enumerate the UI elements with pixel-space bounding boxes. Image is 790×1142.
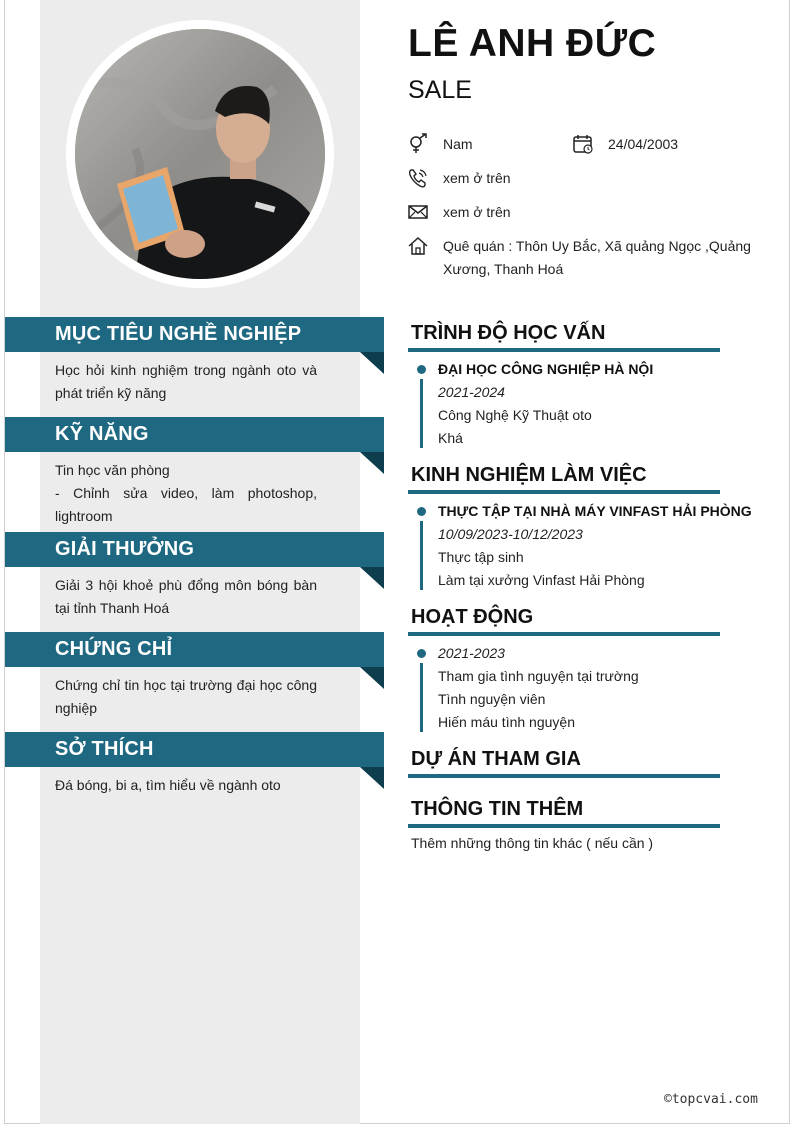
objective-text: Học hỏi kinh nghiệm trong ngành oto và phát triển kỹ năng (55, 362, 317, 401)
activity-item: Tham gia tình nguyện tại trường (438, 668, 639, 684)
ribbon-fold (360, 352, 384, 374)
full-name: LÊ ANH ĐỨC (408, 22, 657, 65)
certificates-section (5, 632, 385, 720)
education-entry (408, 358, 720, 450)
awards-heading: GIẢI THƯỞNG (5, 532, 384, 567)
education-period: 2021-2024 (438, 384, 505, 400)
watermark: ©topcvai.com (664, 1092, 758, 1107)
avatar (75, 29, 325, 279)
education-section (408, 318, 720, 450)
timeline-line (420, 521, 423, 590)
projects-heading: DỰ ÁN THAM GIA (408, 744, 720, 778)
experience-period: 10/09/2023-10/12/2023 (438, 526, 583, 542)
experience-desc: Làm tại xưởng Vinfast Hải Phòng (438, 572, 645, 588)
email-value: xem ở trên (443, 204, 511, 220)
bullet-dot (417, 649, 426, 658)
education-major: Công Nghệ Kỹ Thuật oto (438, 407, 592, 423)
activity-item: Hiến máu tình nguyện (438, 714, 575, 730)
hobbies-section (5, 732, 385, 797)
awards-text: Giải 3 hội khoẻ phù đổng môn bóng bàn tại tỉnh Thanh Hoá (55, 577, 317, 616)
activities-period: 2021-2023 (438, 645, 505, 661)
bullet-dot (417, 365, 426, 374)
timeline-line (420, 663, 423, 732)
more-info-heading: THÔNG TIN THÊM (408, 794, 720, 828)
education-heading: TRÌNH ĐỘ HỌC VẤN (408, 318, 720, 352)
ribbon-fold (360, 452, 384, 474)
experience-heading: KINH NGHIỆM LÀM VIỆC (408, 460, 720, 494)
hometown-value: Quê quán : Thôn Uy Bắc, Xã quảng Ngọc ,Quảng Xương, Thanh Hoá (443, 238, 751, 277)
home-icon (407, 235, 429, 257)
education-grade: Khá (438, 430, 463, 446)
skills-heading: KỸ NĂNG (5, 417, 384, 452)
phone-icon (407, 167, 429, 189)
skill-item: - Chỉnh sửa video, làm photoshop, lightroom (55, 485, 317, 524)
bullet-dot (417, 507, 426, 516)
objective-heading: MỤC TIÊU NGHỀ NGHIỆP (5, 317, 384, 352)
objective-section (5, 317, 385, 405)
ribbon-fold (360, 767, 384, 789)
hobbies-text: Đá bóng, bi a, tìm hiểu về ngành oto (55, 777, 281, 793)
skills-section (5, 417, 385, 528)
calendar-icon (572, 133, 594, 155)
company-name: THỰC TẬP TẠI NHÀ MÁY VINFAST HẢI PHÒNG (438, 503, 752, 519)
projects-section (408, 744, 720, 778)
activity-item: Tình nguyện viên (438, 691, 546, 707)
certificates-heading: CHỨNG CHỈ (5, 632, 384, 667)
ribbon-fold (360, 567, 384, 589)
experience-section (408, 460, 752, 592)
activities-section (408, 602, 720, 734)
activities-heading: HOẠT ĐỘNG (408, 602, 720, 636)
skills-text (55, 452, 317, 528)
more-info-section (408, 794, 720, 855)
phone-value: xem ở trên (443, 170, 511, 186)
gender-icon (407, 133, 429, 155)
activities-entry (408, 642, 720, 734)
hobbies-heading: SỞ THÍCH (5, 732, 384, 767)
timeline-line (420, 379, 423, 448)
job-title: SALE (408, 76, 472, 104)
skill-item: Tin học văn phòng (55, 462, 170, 478)
experience-entry (408, 500, 752, 592)
experience-position: Thực tập sinh (438, 549, 524, 565)
gender-value: Nam (443, 136, 473, 152)
mail-icon (407, 201, 429, 223)
birthday-value: 24/04/2003 (608, 136, 679, 152)
certificates-text: Chứng chỉ tin học tại trường đại học công nghiệp (55, 677, 317, 716)
more-info-text: Thêm những thông tin khác ( nếu cần ) (411, 835, 654, 851)
ribbon-fold (360, 667, 384, 689)
school-name: ĐẠI HỌC CÔNG NGHIỆP HÀ NỘI (438, 361, 654, 377)
awards-section (5, 532, 385, 620)
